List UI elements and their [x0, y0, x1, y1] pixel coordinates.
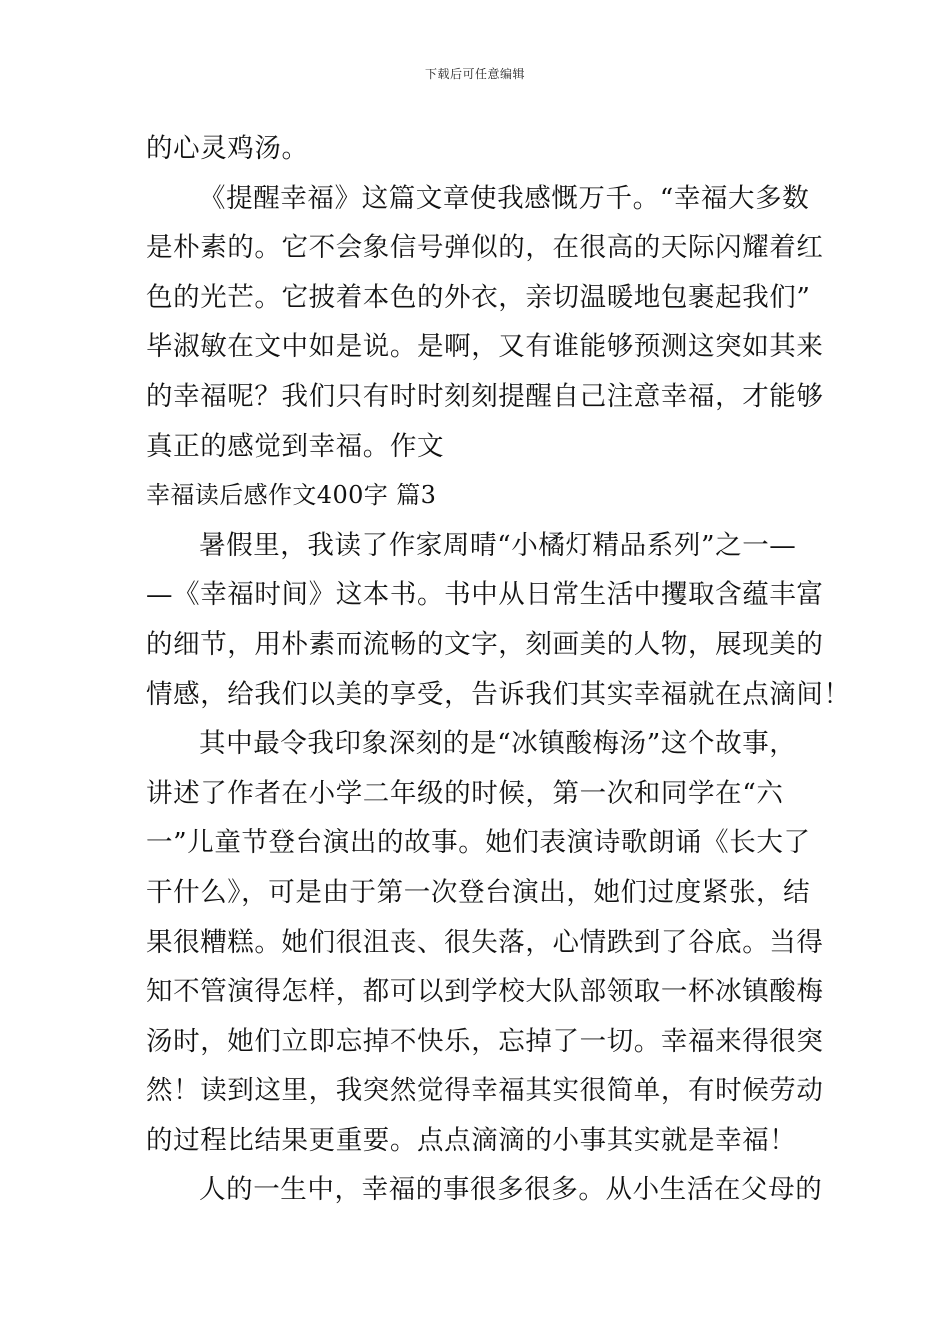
- paragraph-start: 人的一生中，幸福的事很多很多。从小生活在父母的: [199, 1174, 823, 1206]
- text-line: 的心灵鸡汤。: [146, 133, 309, 164]
- section-heading: 幸福读后感作文400字 篇3: [146, 481, 437, 510]
- text-line: 果很糟糕。她们很沮丧、很失落，心情跌到了谷底。当得: [146, 926, 824, 958]
- paragraph-start: 暑假里，我读了作家周晴“小橘灯精品系列”之一—: [199, 529, 797, 561]
- paragraph-start: 《提醒幸福》这篇文章使我感慨万千。“幸福大多数: [199, 182, 810, 214]
- text-line: 情感，给我们以美的享受，告诉我们其实幸福就在点滴间！: [146, 678, 851, 710]
- text-line: 的过程比结果更重要。点点滴滴的小事其实就是幸福！: [146, 1124, 797, 1156]
- page-header: 下载后可任意编辑: [424, 67, 525, 81]
- text-line: 是朴素的。它不会象信号弹似的，在很高的天际闪耀着红: [146, 232, 824, 264]
- text-line: 知不管演得怎样，都可以到学校大队部领取一杯冰镇酸梅: [146, 976, 824, 1008]
- text-line: 汤时，她们立即忘掉不快乐，忘掉了一切。幸福来得很突: [146, 1025, 824, 1057]
- text-line: —《幸福时间》这本书。书中从日常生活中攫取含蕴丰富: [146, 579, 824, 611]
- text-line: 的幸福呢？我们只有时时刻刻提醒自己注意幸福，才能够: [146, 380, 824, 412]
- document-body: [146, 124, 851, 1215]
- text-line: 讲述了作者在小学二年级的时候，第一次和同学在“六: [146, 777, 784, 809]
- text-line: 色的光芒。它披着本色的外衣，亲切温暖地包裹起我们”: [146, 281, 811, 313]
- text-line: 一”儿童节登台演出的故事。她们表演诗歌朗诵《长大了: [146, 827, 811, 859]
- text-line: 的细节，用朴素而流畅的文字，刻画美的人物，展现美的: [146, 628, 824, 660]
- text-line: 真正的感觉到幸福。作文: [146, 430, 445, 462]
- text-line: 然！读到这里，我突然觉得幸福其实很简单，有时候劳动: [146, 1075, 824, 1107]
- paragraph-start: 其中最令我印象深刻的是“冰镇酸梅汤”这个故事，: [199, 728, 797, 760]
- text-line: 干什么》，可是由于第一次登台演出，她们过度紧张，结: [146, 876, 811, 908]
- text-line: 毕淑敏在文中如是说。是啊，又有谁能够预测这突如其来: [146, 331, 824, 363]
